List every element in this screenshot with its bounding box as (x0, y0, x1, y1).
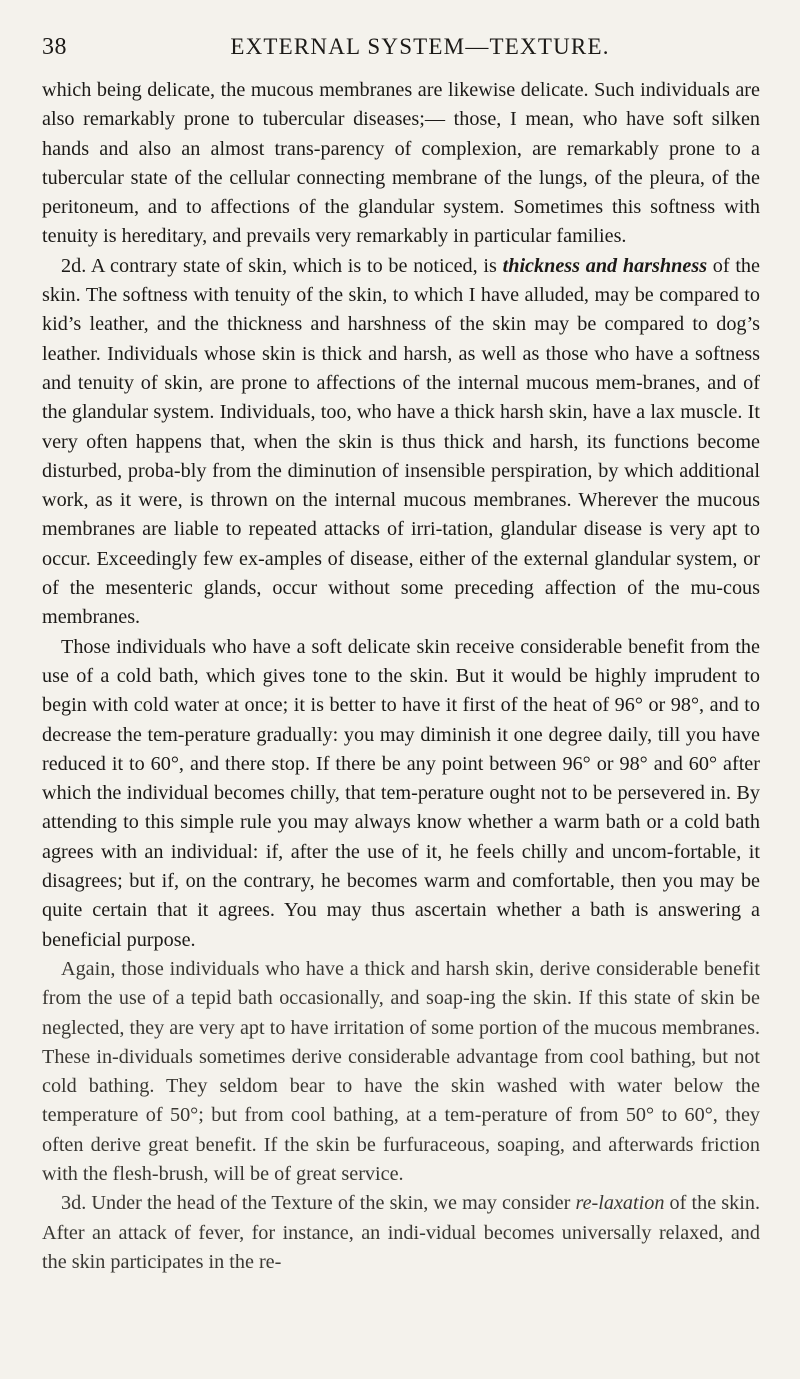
paragraph-1: which being delicate, the mucous membranes are likewise delicate. Such individuals are also remarkably prone to tubercular diseases;— those, I mean, who have soft silken hands and also an almost trans-parency of complexion, are remarkably prone to a tubercular state of the cellular connecting membrane of the lungs, of the pleura, of the peritoneum, and to affections of the glandular system. Sometimes this softness with tenuity is hereditary, and prevails very remarkably in particular families. (42, 79, 760, 248)
emphasis-relaxation: re-laxation (575, 1192, 665, 1215)
emphasis-thickness-harshness: thickness and harshness (502, 254, 708, 277)
page-number: 38 (42, 34, 67, 60)
running-head: EXTERNAL SYSTEM—TEXTURE. (230, 34, 610, 59)
page-header (42, 26, 758, 60)
paragraph-2 (42, 252, 760, 633)
paragraph-2-rest: of the skin. The softness with tenuity of the skin, to which I have alluded, may be compared to kid’s leather, and the thickness and harshness of the skin may be compared to dog’s leather. Individuals whose skin is thick and harsh, as well as those who have a softness and tenuity of skin, are prone to affections of the internal mucous mem-branes, and of the glandular system. Individuals, too, who have a thick harsh skin, have a lax muscle. It very often happens that, when the skin is thus thick and harsh, its functions become disturbed, proba-bly from the diminution of insensible perspiration, by which additional work, as it were, is thrown on the internal mucous membranes. Wherever the mucous membranes are liable to repeated attacks of irri-tation, glandular disease is very apt to occur. Exceedingly few ex-amples of disease, either of the external glandular system, or of the mesenteric glands, occur without some preceding affection of the mu-cous membranes. (42, 254, 760, 629)
body-text (42, 76, 760, 1277)
paragraph-4: Again, those individuals who have a thick and harsh skin, derive considerable benefit from the use of a tepid bath occasionally, and soap-ing the skin. If this state of skin be neglected, they are very apt to have irritation of some portion of the mucous membranes. These in-dividuals sometimes derive considerable advantage from cool bathing, but not cold bathing. They seldom bear to have the skin washed with water below the temperature of 50°; but from cool bathing, at a tem-perature of from 50° to 60°, they often derive great benefit. If the skin be furfuraceous, soaping, and afterwards friction with the flesh-brush, will be of great service. (42, 957, 760, 1185)
paragraph-5 (42, 1189, 760, 1277)
paragraph-3: Those individuals who have a soft delicate skin receive considerable benefit from the use of a cold bath, which gives tone to the skin. But it would be highly imprudent to begin with cold water at once; it is better to have it first of the heat of 96° or 98°, and to decrease the tem-perature gradually: you may diminish it one degree daily, till you have reduced it to 60°, and there stop. If there be any point between 96° or 98° and 60° after which the individual becomes chilly, that tem-perature ought not to be persevered in. By attending to this simple rule you may always know whether a warm bath or a cold bath agrees with an individual: if, after the use of it, he feels chilly and uncom-fortable, it disagrees; but if, on the contrary, he becomes warm and comfortable, then you may be quite certain that it agrees. You may thus ascertain whether a bath is answering a beneficial purpose. (42, 635, 760, 951)
paragraph-5-start: 3d. Under the head of the Texture of the skin, we may consider (61, 1192, 576, 1215)
paragraph-2-start: 2d. A contrary state of skin, which is to be noticed, is (61, 254, 503, 277)
paragraph-5-rest: of the skin. After an attack of fever, for instance, an indi-vidual becomes universally relaxed, and the skin participates in the re- (42, 1192, 760, 1273)
